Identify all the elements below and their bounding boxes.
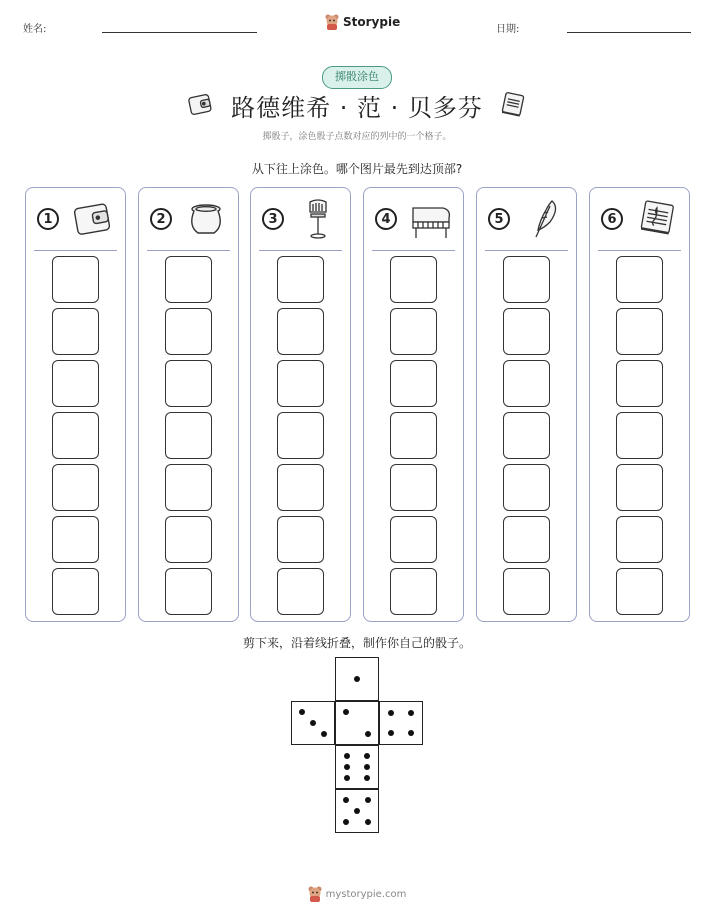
color-cell[interactable] [165, 412, 212, 459]
color-cell[interactable] [503, 308, 550, 355]
quill-icon [522, 198, 566, 240]
color-cell[interactable] [390, 568, 437, 615]
color-cell[interactable] [165, 464, 212, 511]
color-cell[interactable] [503, 516, 550, 563]
column-3 [250, 187, 351, 622]
color-cell[interactable] [390, 516, 437, 563]
pip [321, 731, 327, 737]
color-cell[interactable] [52, 412, 99, 459]
question-text: 从下往上涂色。哪个图片最先到达顶部? [251, 162, 463, 176]
bear-logo-icon [308, 886, 322, 902]
column-number: 5 [488, 208, 510, 230]
color-cell[interactable] [390, 256, 437, 303]
brand-name: Storypie [343, 15, 401, 29]
music-book-icon [635, 198, 679, 240]
page-title: 路德维希 · 范 · 贝多芬 [231, 94, 483, 122]
column-divider [598, 250, 681, 251]
color-cell[interactable] [165, 256, 212, 303]
date-line[interactable] [567, 32, 691, 33]
color-cell[interactable] [52, 568, 99, 615]
column-divider [34, 250, 117, 251]
color-cell[interactable] [503, 412, 550, 459]
color-cell[interactable] [277, 412, 324, 459]
pot-icon [184, 198, 228, 240]
piano-icon [409, 198, 453, 240]
color-cell[interactable] [165, 308, 212, 355]
color-cell[interactable] [390, 412, 437, 459]
column-1 [25, 187, 126, 622]
brand-logo [325, 14, 400, 30]
color-cell[interactable] [277, 256, 324, 303]
color-cell[interactable] [503, 360, 550, 407]
die-face-2[interactable] [335, 701, 379, 745]
bear-logo-icon [325, 14, 339, 30]
color-cell[interactable] [616, 412, 663, 459]
column-divider [372, 250, 455, 251]
color-cell[interactable] [503, 568, 550, 615]
column-number: 1 [37, 208, 59, 230]
date-label: 日期: [496, 24, 520, 35]
column-2 [138, 187, 239, 622]
wallet-icon [71, 198, 115, 240]
pip [344, 753, 350, 759]
pip [364, 764, 370, 770]
color-cell[interactable] [52, 516, 99, 563]
column-divider [147, 250, 230, 251]
page-subtitle: 掷骰子，涂色骰子点数对应的列中的一个格子。 [262, 132, 452, 142]
pip [343, 797, 349, 803]
color-cell[interactable] [390, 360, 437, 407]
activity-badge: 掷骰涂色 [322, 66, 392, 89]
color-cell[interactable] [52, 464, 99, 511]
die-face-5[interactable] [335, 789, 379, 833]
pip [408, 730, 414, 736]
die-face-4[interactable] [379, 701, 423, 745]
color-cell[interactable] [52, 360, 99, 407]
die-face-3[interactable] [291, 701, 335, 745]
color-cell[interactable] [277, 360, 324, 407]
column-divider [485, 250, 568, 251]
pip [354, 808, 360, 814]
pip [365, 797, 371, 803]
column-number: 2 [150, 208, 172, 230]
name-label: 姓名: [23, 24, 47, 35]
pip [364, 775, 370, 781]
pip [299, 709, 305, 715]
footer-link[interactable]: mystorypie.com [325, 888, 407, 900]
column-4 [363, 187, 464, 622]
color-cell[interactable] [616, 568, 663, 615]
color-cell[interactable] [277, 568, 324, 615]
music-stand-icon [296, 198, 340, 240]
pip [344, 764, 350, 770]
color-cell[interactable] [165, 360, 212, 407]
pip [310, 720, 316, 726]
pip [365, 819, 371, 825]
color-cell[interactable] [165, 568, 212, 615]
color-cell[interactable] [616, 360, 663, 407]
color-cell[interactable] [616, 516, 663, 563]
pip [408, 710, 414, 716]
color-cell[interactable] [390, 308, 437, 355]
color-cell[interactable] [390, 464, 437, 511]
color-cell[interactable] [277, 308, 324, 355]
color-cell[interactable] [165, 516, 212, 563]
column-5 [476, 187, 577, 622]
music-book-icon [498, 90, 528, 118]
footer [0, 886, 714, 902]
die-face-1[interactable] [335, 657, 379, 701]
column-number: 6 [601, 208, 623, 230]
pip [344, 775, 350, 781]
color-cell[interactable] [52, 308, 99, 355]
pip [365, 731, 371, 737]
column-6 [589, 187, 690, 622]
column-number: 4 [375, 208, 397, 230]
color-cell[interactable] [616, 256, 663, 303]
dice-instruction: 剪下来，沿着线折叠，制作你自己的骰子。 [242, 636, 471, 650]
color-cell[interactable] [616, 464, 663, 511]
color-cell[interactable] [503, 256, 550, 303]
color-cell[interactable] [277, 516, 324, 563]
column-divider [259, 250, 342, 251]
color-cell[interactable] [52, 256, 99, 303]
name-line[interactable] [102, 32, 257, 33]
color-cell[interactable] [503, 464, 550, 511]
pip [343, 709, 349, 715]
die-face-6[interactable] [335, 745, 379, 789]
color-cell[interactable] [277, 464, 324, 511]
pip [388, 710, 394, 716]
pip [364, 753, 370, 759]
color-cell[interactable] [616, 308, 663, 355]
pip [388, 730, 394, 736]
pip [343, 819, 349, 825]
column-number: 3 [262, 208, 284, 230]
pip [354, 676, 360, 682]
